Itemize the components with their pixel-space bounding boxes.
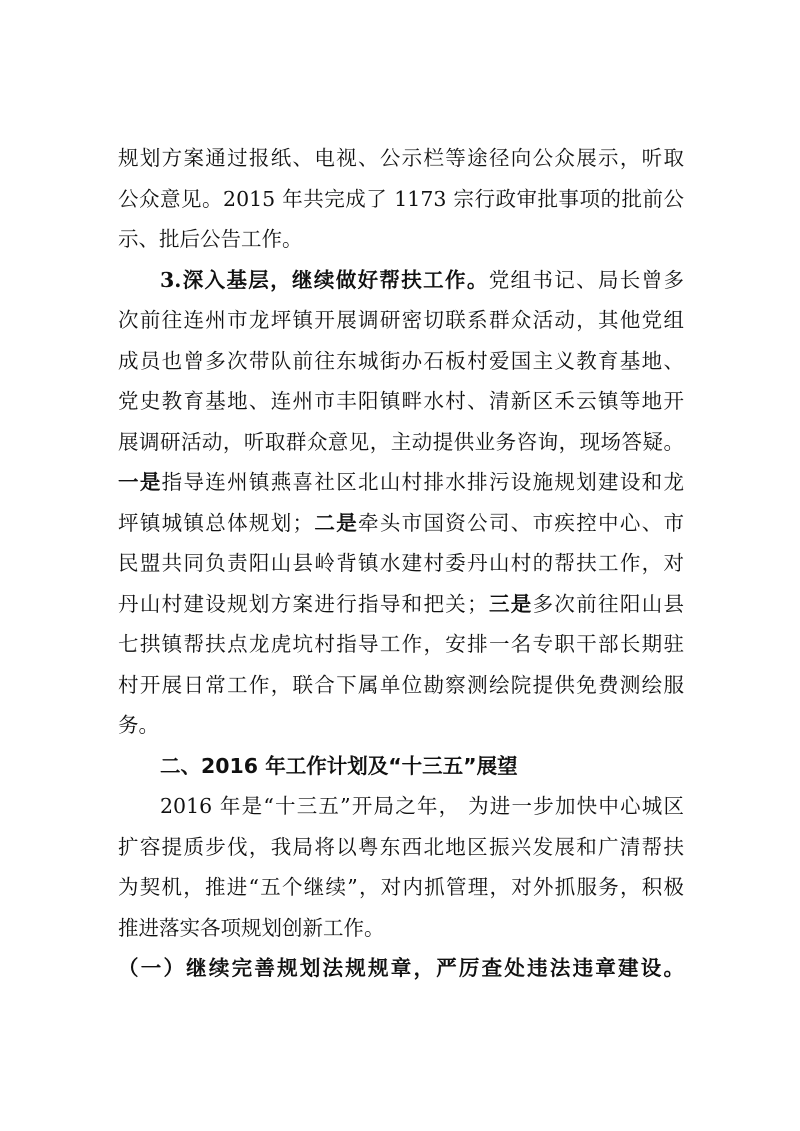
paragraph-continued <box>118 138 684 260</box>
text-line <box>118 503 684 544</box>
document-page <box>118 138 684 989</box>
text-line: 2016 年是“十三五”开局之年， 为进一步加快中心城区 <box>160 794 684 818</box>
text-segment: 党组书记、局长曾多 <box>488 267 684 292</box>
text-line: 公众意见。2015 年共完成了 1173 宗行政审批事项的批前公 <box>118 186 684 211</box>
point-1-label: 一是 <box>118 470 162 494</box>
text-line: 次前往连州市龙坪镇开展调研密切联系群众活动，其他党组 <box>118 308 684 332</box>
point-3-label: 三是 <box>487 591 533 616</box>
text-line: 成员也曾多次带队前往东城街办石板村爱国主义教育基地、 <box>118 348 684 373</box>
point-2-label: 二是 <box>313 510 359 535</box>
text-segment: 多次前往阳山县 <box>532 591 684 616</box>
section-heading: 二、2016 年工作计划及“十三五”展望 <box>160 753 518 778</box>
text-line: 务。 <box>118 713 159 737</box>
text-line: 村开展日常工作，联合下属单位勘察测绘院提供免费测绘服 <box>118 672 684 697</box>
text-line: 党史教育基地、连州市丰阳镇畔水村、清新区禾云镇等地开 <box>118 389 684 413</box>
paragraph-item-3 <box>118 260 684 746</box>
item-3-title: 3.深入基层，继续做好帮扶工作。 <box>160 267 489 292</box>
text-line: 展调研活动，听取群众意见，主动提供业务咨询，现场答疑。 <box>118 429 684 454</box>
text-line <box>118 584 684 625</box>
text-line: 民盟共同负责阳山县岭背镇水建村委丹山村的帮扶工作，对 <box>118 551 684 575</box>
text-segment: 指导连州镇燕喜社区北山村排水排污设施规划建设和龙 <box>161 470 684 494</box>
text-line: 为契机，推进“五个继续”，对内抓管理，对外抓服务，积极 <box>118 875 684 899</box>
text-segment: 丹山村建设规划方案进行指导和把关； <box>118 591 488 616</box>
text-line <box>118 260 684 301</box>
text-line: 扩容提质步伐，我局将以粤东西北地区振兴发展和广清帮扶 <box>118 834 684 859</box>
text-segment: 坪镇城镇总体规划； <box>118 510 314 535</box>
subsection-title: （一）继续完善规划法规规章，严厉查处违法违章建设。 <box>118 956 684 980</box>
text-line: 七拱镇帮扶点龙虎坑村指导工作，安排一名专职干部长期驻 <box>118 632 684 656</box>
text-segment: 牵头市国资公司、市疾控中心、市 <box>358 510 684 535</box>
section-2 <box>118 746 684 989</box>
text-line: 规划方案通过报纸、电视、公示栏等途径向公众展示，听取 <box>118 146 684 170</box>
text-line: 示、批后公告工作。 <box>118 227 303 251</box>
text-line <box>118 462 684 503</box>
text-line: 推进落实各项规划创新工作。 <box>118 915 385 940</box>
